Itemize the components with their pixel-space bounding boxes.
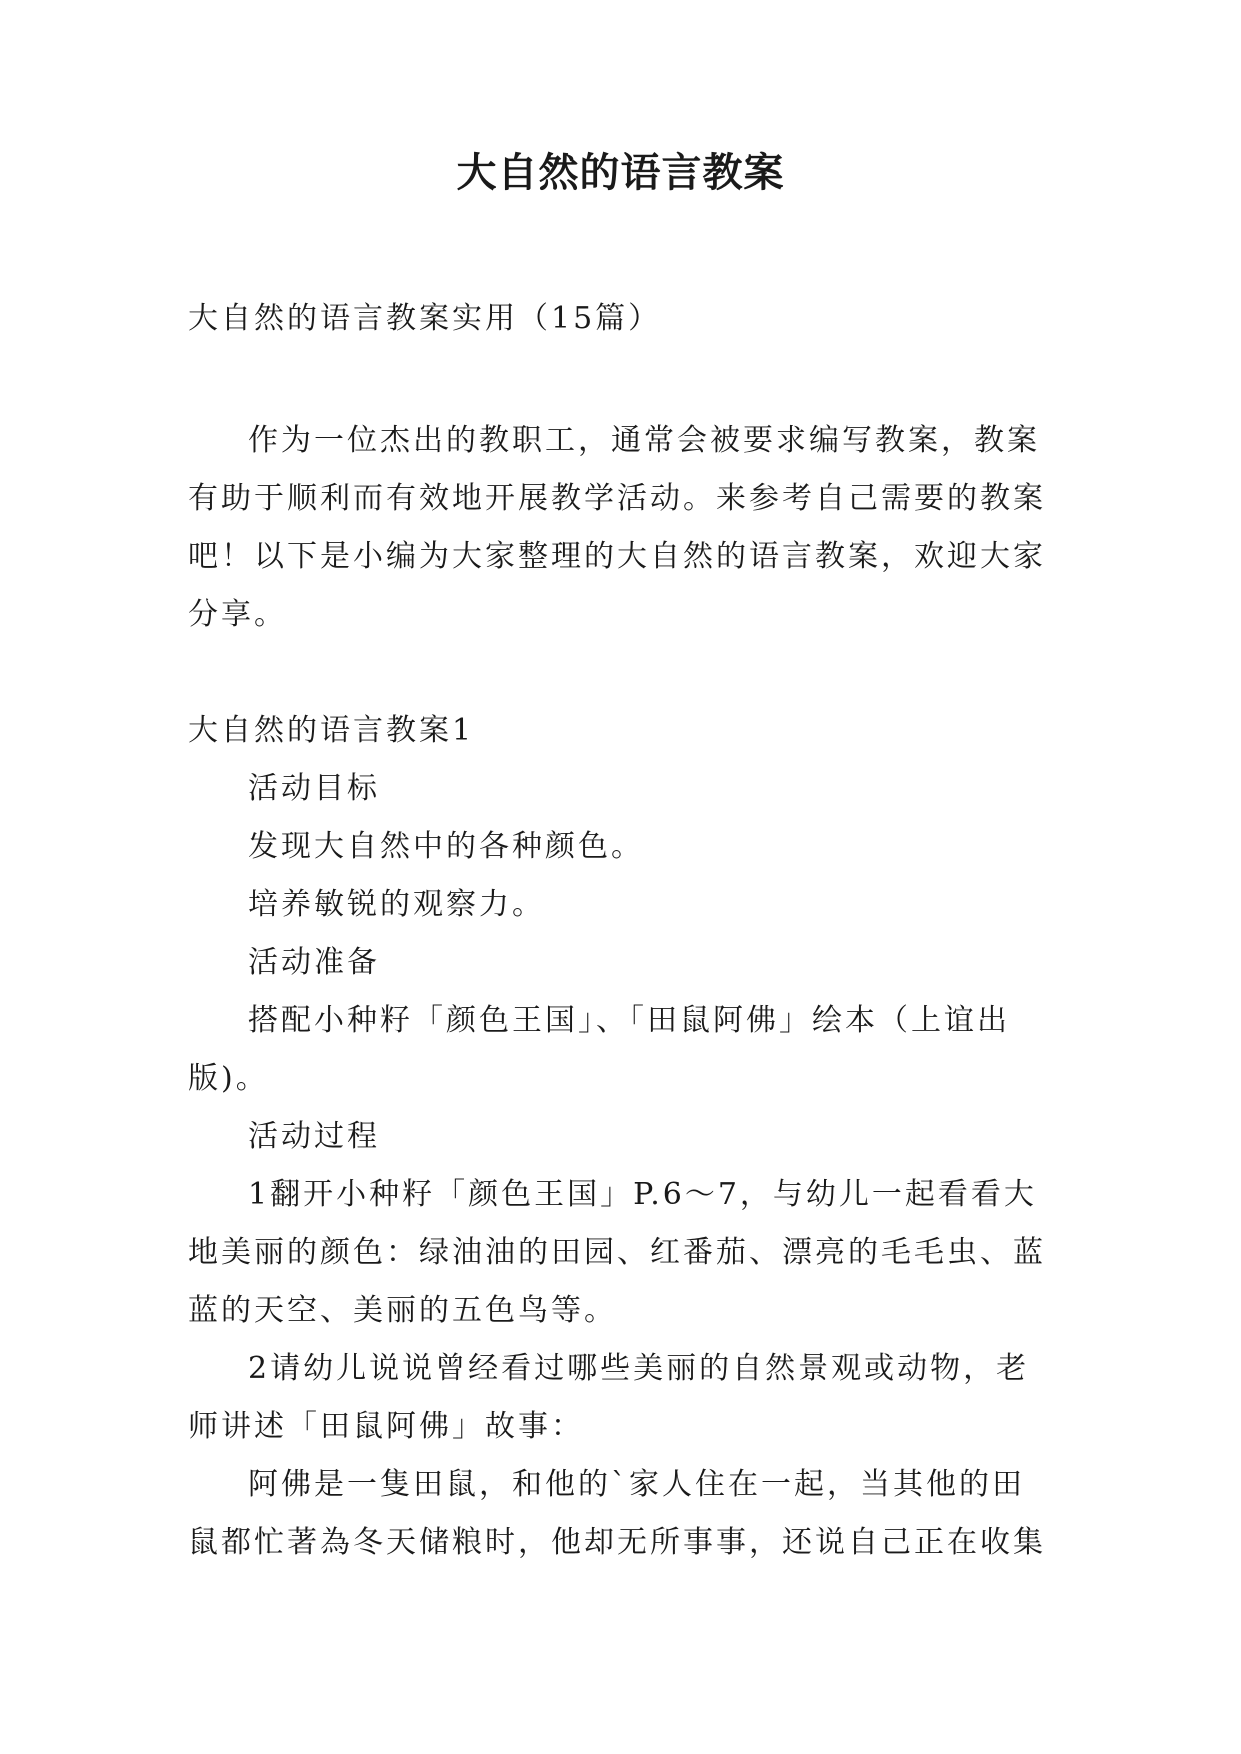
paragraph-activity-process: 活动过程 — [248, 1119, 380, 1154]
section-heading: 大自然的语言教案1 — [188, 713, 475, 748]
paragraph-story: 阿佛是一隻田鼠，和他的`家人住在一起，当其他的田鼠都忙著為冬天储粮时，他却无所事事，还说自己正在收集 — [188, 1467, 1046, 1560]
paragraph-step-1: 1翻开小种籽「颜色王国」P.6～7，与幼儿一起看看大地美丽的颜色：绿油油的田园、红番茄、漂亮的毛毛虫、蓝蓝的天空、美丽的五色鸟等。 — [188, 1177, 1046, 1328]
paragraph-activity-prep: 活动准备 — [248, 945, 380, 980]
paragraph-activity-goal: 活动目标 — [248, 771, 380, 806]
document-subtitle: 大自然的语言教案实用（15篇） — [188, 301, 662, 336]
paragraph-goal-1: 发现大自然中的各种颜色。 — [248, 829, 644, 864]
paragraph-goal-2: 培养敏锐的观察力。 — [248, 887, 545, 922]
document-title: 大自然的语言教案 — [456, 150, 785, 196]
intro-paragraph: 作为一位杰出的教职工，通常会被要求编写教案，教案有助于顺利而有效地开展教学活动。来参考自己需要的教案吧！以下是小编为大家整理的大自然的语言教案，欢迎大家分享。 — [188, 423, 1046, 632]
paragraph-prep-materials: 搭配小种籽「颜色王国」、「田鼠阿佛」绘本（上谊出版)。 — [188, 1003, 1010, 1096]
paragraph-step-2: 2请幼儿说说曾经看过哪些美丽的自然景观或动物，老师讲述「田鼠阿佛」故事： — [188, 1351, 1030, 1444]
document-body — [188, 290, 1056, 1572]
